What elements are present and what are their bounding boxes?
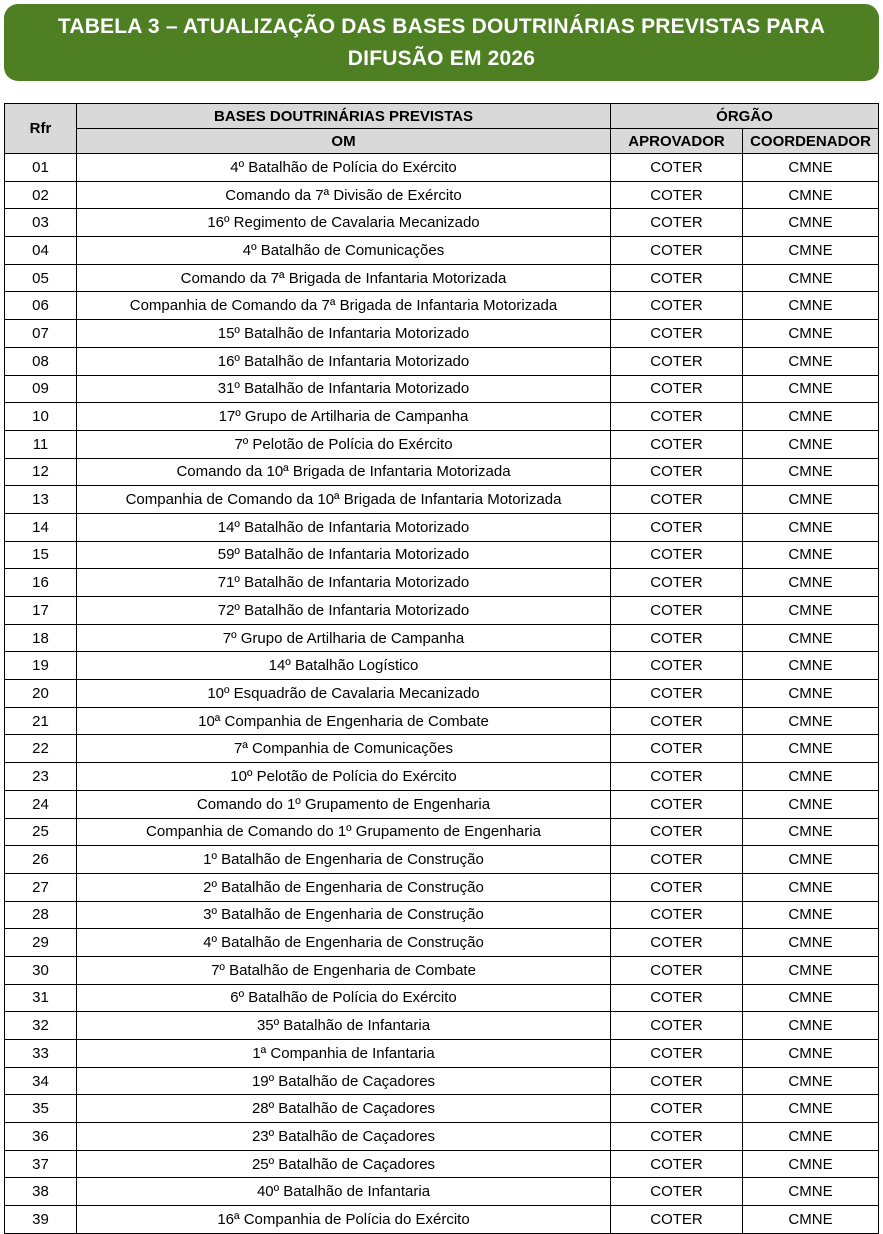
- cell-aprovador: COTER: [611, 929, 743, 957]
- table-row: [5, 956, 879, 984]
- cell-om: 23º Batalhão de Caçadores: [77, 1123, 611, 1151]
- cell-aprovador: COTER: [611, 209, 743, 237]
- cell-om: 16ª Companhia de Polícia do Exército: [77, 1206, 611, 1234]
- cell-aprovador: COTER: [611, 154, 743, 182]
- cell-om: 16º Batalhão de Infantaria Motorizado: [77, 347, 611, 375]
- cell-aprovador: COTER: [611, 1095, 743, 1123]
- cell-coordenador: CMNE: [743, 320, 879, 348]
- cell-rfr: 02: [5, 181, 77, 209]
- table-row: [5, 1206, 879, 1234]
- cell-coordenador: CMNE: [743, 846, 879, 874]
- cell-rfr: 26: [5, 846, 77, 874]
- cell-aprovador: COTER: [611, 541, 743, 569]
- cell-aprovador: COTER: [611, 292, 743, 320]
- cell-aprovador: COTER: [611, 707, 743, 735]
- cell-rfr: 30: [5, 956, 77, 984]
- table-row: [5, 1040, 879, 1068]
- cell-coordenador: CMNE: [743, 901, 879, 929]
- cell-coordenador: CMNE: [743, 680, 879, 708]
- cell-coordenador: CMNE: [743, 513, 879, 541]
- cell-om: 25º Batalhão de Caçadores: [77, 1150, 611, 1178]
- table-row: [5, 680, 879, 708]
- cell-rfr: 32: [5, 1012, 77, 1040]
- cell-rfr: 24: [5, 790, 77, 818]
- cell-om: Comando da 7ª Brigada de Infantaria Motorizada: [77, 264, 611, 292]
- table-row: [5, 347, 879, 375]
- cell-rfr: 31: [5, 984, 77, 1012]
- cell-aprovador: COTER: [611, 1067, 743, 1095]
- cell-aprovador: COTER: [611, 680, 743, 708]
- cell-aprovador: COTER: [611, 984, 743, 1012]
- cell-om: 15º Batalhão de Infantaria Motorizado: [77, 320, 611, 348]
- cell-rfr: 29: [5, 929, 77, 957]
- cell-om: 35º Batalhão de Infantaria: [77, 1012, 611, 1040]
- cell-aprovador: COTER: [611, 458, 743, 486]
- cell-rfr: 18: [5, 624, 77, 652]
- cell-coordenador: CMNE: [743, 375, 879, 403]
- cell-rfr: 13: [5, 486, 77, 514]
- cell-coordenador: CMNE: [743, 154, 879, 182]
- header-aprovador: APROVADOR: [611, 129, 743, 154]
- table-row: [5, 763, 879, 791]
- cell-om: Companhia de Comando do 1º Grupamento de Engenharia: [77, 818, 611, 846]
- cell-aprovador: COTER: [611, 790, 743, 818]
- table-row: [5, 652, 879, 680]
- cell-om: 72º Batalhão de Infantaria Motorizado: [77, 597, 611, 625]
- cell-rfr: 03: [5, 209, 77, 237]
- cell-aprovador: COTER: [611, 1150, 743, 1178]
- cell-coordenador: CMNE: [743, 1067, 879, 1095]
- cell-aprovador: COTER: [611, 763, 743, 791]
- cell-rfr: 35: [5, 1095, 77, 1123]
- cell-rfr: 08: [5, 347, 77, 375]
- doctrine-table: [4, 103, 879, 1234]
- cell-aprovador: COTER: [611, 597, 743, 625]
- cell-om: 4º Batalhão de Polícia do Exército: [77, 154, 611, 182]
- cell-om: 1ª Companhia de Infantaria: [77, 1040, 611, 1068]
- cell-aprovador: COTER: [611, 513, 743, 541]
- cell-coordenador: CMNE: [743, 292, 879, 320]
- header-orgao: ÓRGÃO: [611, 104, 879, 129]
- cell-rfr: 36: [5, 1123, 77, 1151]
- table-row: [5, 735, 879, 763]
- cell-om: 19º Batalhão de Caçadores: [77, 1067, 611, 1095]
- cell-om: 10º Pelotão de Polícia do Exército: [77, 763, 611, 791]
- cell-coordenador: CMNE: [743, 652, 879, 680]
- cell-rfr: 25: [5, 818, 77, 846]
- cell-om: 28º Batalhão de Caçadores: [77, 1095, 611, 1123]
- cell-rfr: 38: [5, 1178, 77, 1206]
- cell-rfr: 16: [5, 569, 77, 597]
- cell-om: Comando da 10ª Brigada de Infantaria Motorizada: [77, 458, 611, 486]
- table-row: [5, 707, 879, 735]
- cell-coordenador: CMNE: [743, 1040, 879, 1068]
- table-row: [5, 846, 879, 874]
- table-row: [5, 597, 879, 625]
- cell-aprovador: COTER: [611, 486, 743, 514]
- cell-aprovador: COTER: [611, 430, 743, 458]
- table-row: [5, 320, 879, 348]
- table-row: [5, 569, 879, 597]
- cell-rfr: 28: [5, 901, 77, 929]
- header-coordenador: COORDENADOR: [743, 129, 879, 154]
- cell-coordenador: CMNE: [743, 181, 879, 209]
- cell-coordenador: CMNE: [743, 486, 879, 514]
- table-row: [5, 901, 879, 929]
- table-row: [5, 1150, 879, 1178]
- table-body: [5, 154, 879, 1234]
- cell-rfr: 39: [5, 1206, 77, 1234]
- cell-coordenador: CMNE: [743, 873, 879, 901]
- cell-aprovador: COTER: [611, 846, 743, 874]
- cell-aprovador: COTER: [611, 237, 743, 265]
- cell-om: Comando da 7ª Divisão de Exército: [77, 181, 611, 209]
- cell-coordenador: CMNE: [743, 790, 879, 818]
- cell-om: 10º Esquadrão de Cavalaria Mecanizado: [77, 680, 611, 708]
- table-row: [5, 292, 879, 320]
- cell-coordenador: CMNE: [743, 984, 879, 1012]
- cell-rfr: 15: [5, 541, 77, 569]
- cell-om: 14º Batalhão de Infantaria Motorizado: [77, 513, 611, 541]
- cell-om: 7º Pelotão de Polícia do Exército: [77, 430, 611, 458]
- cell-aprovador: COTER: [611, 1123, 743, 1151]
- cell-rfr: 17: [5, 597, 77, 625]
- cell-coordenador: CMNE: [743, 1123, 879, 1151]
- cell-coordenador: CMNE: [743, 707, 879, 735]
- cell-om: 4º Batalhão de Comunicações: [77, 237, 611, 265]
- cell-coordenador: CMNE: [743, 403, 879, 431]
- cell-aprovador: COTER: [611, 181, 743, 209]
- table-row: [5, 1178, 879, 1206]
- cell-coordenador: CMNE: [743, 347, 879, 375]
- table-row: [5, 624, 879, 652]
- cell-rfr: 27: [5, 873, 77, 901]
- table-row: [5, 873, 879, 901]
- table-row: [5, 818, 879, 846]
- cell-aprovador: COTER: [611, 347, 743, 375]
- cell-om: Companhia de Comando da 7ª Brigada de Infantaria Motorizada: [77, 292, 611, 320]
- cell-coordenador: CMNE: [743, 1150, 879, 1178]
- cell-aprovador: COTER: [611, 735, 743, 763]
- table-row: [5, 430, 879, 458]
- table-row: [5, 1095, 879, 1123]
- table-row: [5, 790, 879, 818]
- table-row: [5, 237, 879, 265]
- cell-om: 2º Batalhão de Engenharia de Construção: [77, 873, 611, 901]
- cell-om: 10ª Companhia de Engenharia de Combate: [77, 707, 611, 735]
- table-row: [5, 1123, 879, 1151]
- table-row: [5, 375, 879, 403]
- cell-om: 1º Batalhão de Engenharia de Construção: [77, 846, 611, 874]
- cell-coordenador: CMNE: [743, 1178, 879, 1206]
- table-row: [5, 264, 879, 292]
- table-row: [5, 458, 879, 486]
- cell-coordenador: CMNE: [743, 1206, 879, 1234]
- table-header: [5, 104, 879, 154]
- cell-aprovador: COTER: [611, 873, 743, 901]
- header-rfr: Rfr: [5, 104, 77, 154]
- cell-aprovador: COTER: [611, 320, 743, 348]
- cell-coordenador: CMNE: [743, 1095, 879, 1123]
- cell-om: Comando do 1º Grupamento de Engenharia: [77, 790, 611, 818]
- cell-om: 7º Batalhão de Engenharia de Combate: [77, 956, 611, 984]
- cell-rfr: 20: [5, 680, 77, 708]
- cell-rfr: 12: [5, 458, 77, 486]
- cell-coordenador: CMNE: [743, 624, 879, 652]
- cell-coordenador: CMNE: [743, 929, 879, 957]
- cell-om: Companhia de Comando da 10ª Brigada de Infantaria Motorizada: [77, 486, 611, 514]
- cell-coordenador: CMNE: [743, 818, 879, 846]
- table-row: [5, 181, 879, 209]
- cell-om: 40º Batalhão de Infantaria: [77, 1178, 611, 1206]
- cell-aprovador: COTER: [611, 818, 743, 846]
- table-row: [5, 486, 879, 514]
- cell-coordenador: CMNE: [743, 597, 879, 625]
- cell-aprovador: COTER: [611, 403, 743, 431]
- cell-rfr: 14: [5, 513, 77, 541]
- cell-aprovador: COTER: [611, 264, 743, 292]
- table-row: [5, 209, 879, 237]
- cell-om: 71º Batalhão de Infantaria Motorizado: [77, 569, 611, 597]
- cell-aprovador: COTER: [611, 1012, 743, 1040]
- cell-coordenador: CMNE: [743, 430, 879, 458]
- cell-coordenador: CMNE: [743, 541, 879, 569]
- cell-rfr: 23: [5, 763, 77, 791]
- cell-aprovador: COTER: [611, 652, 743, 680]
- cell-rfr: 22: [5, 735, 77, 763]
- cell-aprovador: COTER: [611, 1178, 743, 1206]
- cell-rfr: 09: [5, 375, 77, 403]
- cell-rfr: 01: [5, 154, 77, 182]
- cell-om: 31º Batalhão de Infantaria Motorizado: [77, 375, 611, 403]
- cell-aprovador: COTER: [611, 624, 743, 652]
- cell-rfr: 07: [5, 320, 77, 348]
- cell-coordenador: CMNE: [743, 209, 879, 237]
- cell-coordenador: CMNE: [743, 735, 879, 763]
- cell-aprovador: COTER: [611, 375, 743, 403]
- table-row: [5, 513, 879, 541]
- cell-aprovador: COTER: [611, 956, 743, 984]
- cell-coordenador: CMNE: [743, 569, 879, 597]
- cell-om: 6º Batalhão de Polícia do Exército: [77, 984, 611, 1012]
- cell-rfr: 34: [5, 1067, 77, 1095]
- cell-rfr: 04: [5, 237, 77, 265]
- cell-om: 7º Grupo de Artilharia de Campanha: [77, 624, 611, 652]
- cell-rfr: 21: [5, 707, 77, 735]
- cell-coordenador: CMNE: [743, 1012, 879, 1040]
- cell-coordenador: CMNE: [743, 763, 879, 791]
- table-row: [5, 984, 879, 1012]
- cell-coordenador: CMNE: [743, 264, 879, 292]
- cell-aprovador: COTER: [611, 901, 743, 929]
- cell-rfr: 10: [5, 403, 77, 431]
- cell-coordenador: CMNE: [743, 956, 879, 984]
- cell-aprovador: COTER: [611, 1206, 743, 1234]
- cell-rfr: 06: [5, 292, 77, 320]
- cell-rfr: 05: [5, 264, 77, 292]
- cell-om: 16º Regimento de Cavalaria Mecanizado: [77, 209, 611, 237]
- cell-om: 3º Batalhão de Engenharia de Construção: [77, 901, 611, 929]
- cell-rfr: 19: [5, 652, 77, 680]
- cell-rfr: 33: [5, 1040, 77, 1068]
- cell-om: 17º Grupo de Artilharia de Campanha: [77, 403, 611, 431]
- cell-aprovador: COTER: [611, 1040, 743, 1068]
- cell-rfr: 37: [5, 1150, 77, 1178]
- cell-coordenador: CMNE: [743, 458, 879, 486]
- cell-coordenador: CMNE: [743, 237, 879, 265]
- table-row: [5, 1067, 879, 1095]
- table-row: [5, 154, 879, 182]
- table-row: [5, 1012, 879, 1040]
- cell-om: 7ª Companhia de Comunicações: [77, 735, 611, 763]
- table-row: [5, 541, 879, 569]
- page-title: TABELA 3 – ATUALIZAÇÃO DAS BASES DOUTRINÁRIAS PREVISTAS PARA DIFUSÃO EM 2026: [57, 14, 826, 70]
- header-bases: BASES DOUTRINÁRIAS PREVISTAS: [77, 104, 611, 129]
- cell-aprovador: COTER: [611, 569, 743, 597]
- cell-om: 4º Batalhão de Engenharia de Construção: [77, 929, 611, 957]
- title-banner: [4, 4, 879, 81]
- cell-om: 59º Batalhão de Infantaria Motorizado: [77, 541, 611, 569]
- header-om: OM: [77, 129, 611, 154]
- cell-om: 14º Batalhão Logístico: [77, 652, 611, 680]
- table-row: [5, 929, 879, 957]
- cell-rfr: 11: [5, 430, 77, 458]
- table-row: [5, 403, 879, 431]
